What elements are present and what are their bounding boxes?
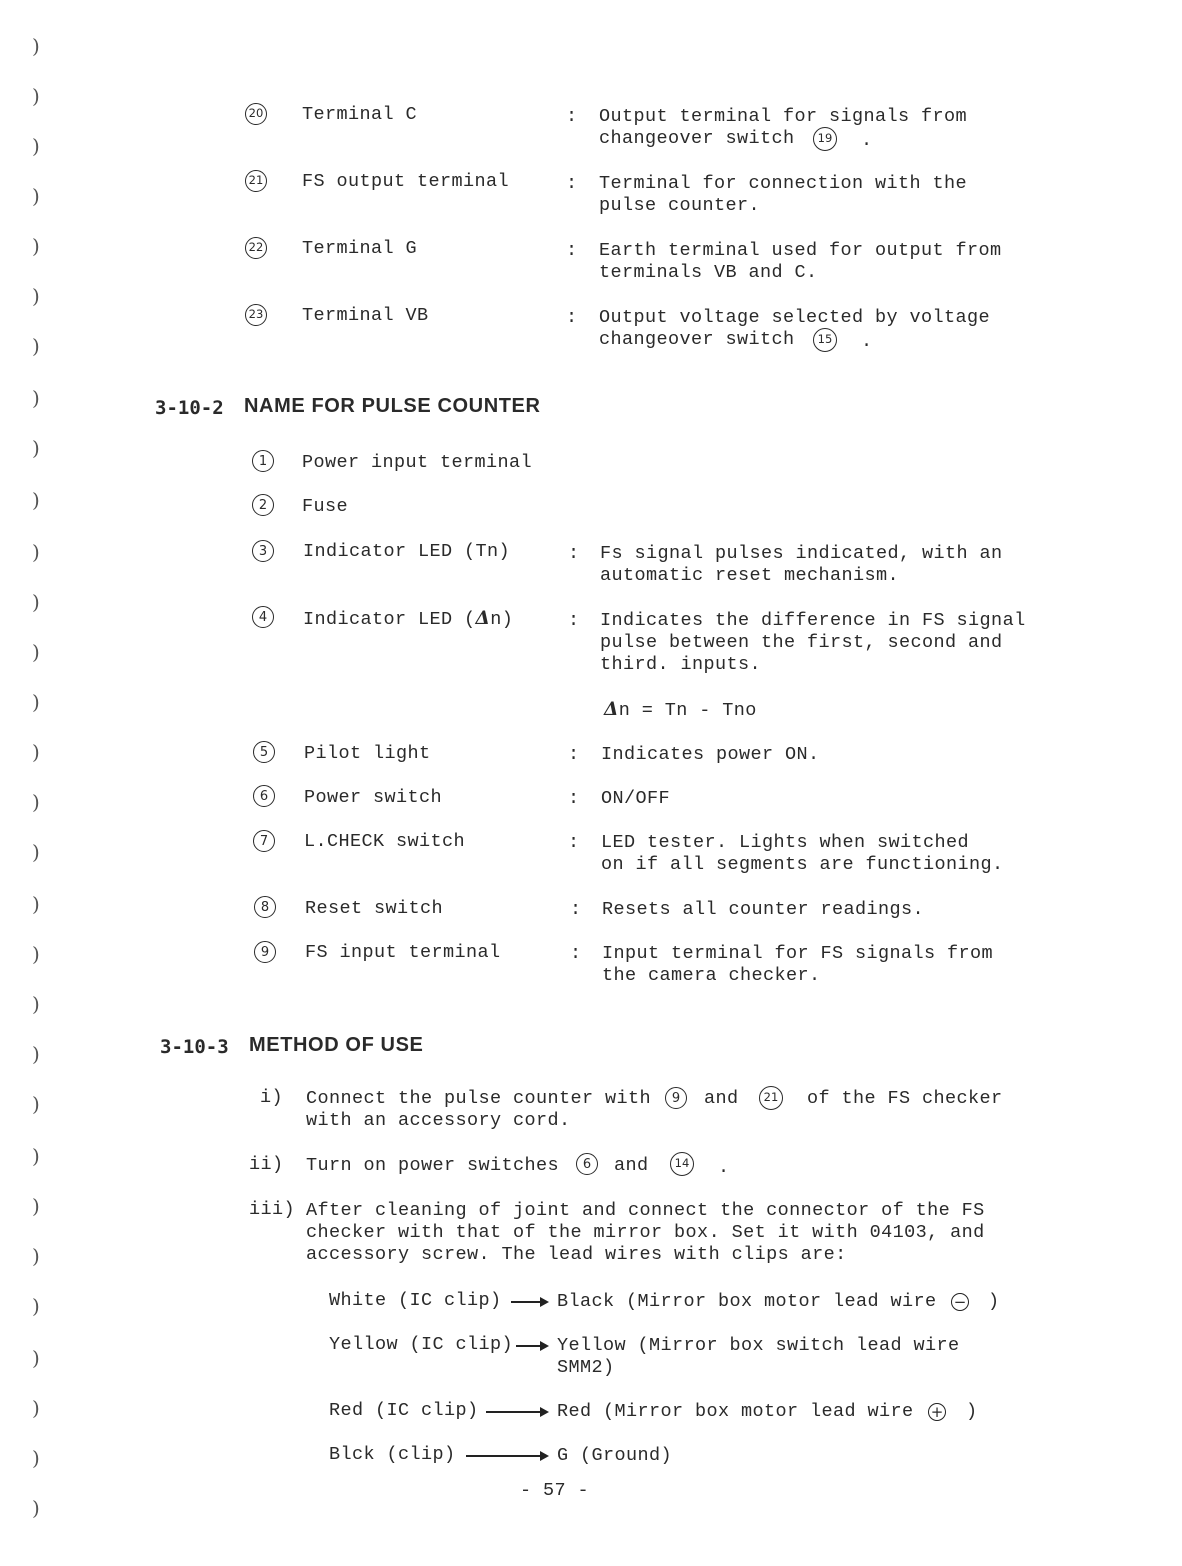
close-paren: ) [966, 1401, 978, 1422]
item-name-pre: Indicator LED ( [303, 609, 476, 630]
item-name: FS input terminal [305, 942, 501, 963]
circled-ref: 21 [759, 1086, 783, 1110]
step-text-line3: accessory screw. The lead wires with clips are: [306, 1244, 847, 1265]
circled-number: 5 [253, 741, 275, 763]
wire-to: Black (Mirror box motor lead wire [557, 1291, 937, 1312]
item-name: Power input terminal [302, 452, 533, 473]
colon: : [566, 307, 578, 328]
arrow-icon [466, 1455, 547, 1457]
item-desc-line2: the camera checker. [602, 965, 821, 986]
item-name: FS output terminal [302, 171, 510, 192]
item-name: Terminal G [302, 238, 418, 259]
step-text-line2: checker with that of the mirror box. Set it with 04103, and [306, 1222, 985, 1243]
circled-number: 3 [252, 540, 274, 562]
item-name: Terminal VB [302, 305, 429, 326]
circled-number: 20 [245, 103, 267, 125]
item-desc-line2: changeover switch [599, 128, 795, 149]
circled-ref: 15 [813, 328, 837, 352]
item-desc-line1: Indicates the difference in FS signal [600, 610, 1026, 631]
wire-from: Red (IC clip) [329, 1400, 479, 1421]
page-number: - 57 - [520, 1480, 590, 1501]
item-name: Fuse [302, 496, 349, 517]
circled-ref: 9 [665, 1087, 687, 1109]
item-desc-line2: terminals VB and C. [599, 262, 818, 283]
circled-number: 8 [254, 896, 276, 918]
step-label: ii) [249, 1154, 284, 1175]
colon: : [566, 173, 578, 194]
wire-to: G (Ground) [557, 1445, 673, 1466]
delta-symbol: Δ [604, 699, 619, 720]
period: . [861, 331, 873, 352]
wire-to-line2: SMM2) [557, 1357, 615, 1378]
colon: : [568, 832, 580, 853]
section-number: 3-10-2 [155, 397, 224, 419]
item-desc-line2: on if all segments are functioning. [601, 854, 1004, 875]
step-text-mid: and [704, 1088, 739, 1109]
section-title: NAME FOR PULSE COUNTER [244, 395, 541, 417]
circled-ref: 19 [813, 127, 837, 151]
step-label: iii) [249, 1199, 296, 1220]
item-name: Indicator LED (Tn) [303, 541, 511, 562]
item-name: Reset switch [305, 898, 444, 919]
colon: : [568, 610, 580, 631]
item-desc-line2: automatic reset mechanism. [600, 565, 900, 586]
wire-to: Yellow (Mirror box switch lead wire [557, 1335, 960, 1356]
circled-number: 7 [253, 830, 275, 852]
step-text-post: of the FS checker [807, 1088, 1003, 1109]
item-desc-line1: LED tester. Lights when switched [601, 832, 970, 853]
period: . [861, 130, 873, 151]
step-text-pre: Connect the pulse counter with [306, 1088, 652, 1109]
circled-number: 21 [245, 170, 267, 192]
colon: : [568, 744, 580, 765]
circled-number: 1 [252, 450, 274, 472]
wire-from: Yellow (IC clip) [329, 1334, 514, 1355]
period: . [718, 1157, 730, 1178]
colon: : [570, 943, 582, 964]
circled-ref: 14 [670, 1152, 694, 1176]
wire-to: Red (Mirror box motor lead wire [557, 1401, 914, 1422]
circled-number: 4 [252, 606, 274, 628]
item-name: Pilot light [304, 743, 431, 764]
colon: : [566, 240, 578, 261]
item-desc-line1: Resets all counter readings. [602, 899, 925, 920]
item-name: L.CHECK switch [304, 831, 466, 852]
step-text-line1: After cleaning of joint and connect the connector of the FS [306, 1200, 985, 1221]
step-text-pre: Turn on power switches [306, 1155, 560, 1176]
item-desc-line2: pulse between the first, second and [600, 632, 1003, 653]
item-desc-line3: third. inputs. [600, 654, 762, 675]
item-name [303, 608, 513, 631]
item-desc-line2: pulse counter. [599, 195, 761, 216]
item-name: Terminal C [302, 104, 418, 125]
item-desc-line1: Earth terminal used for output from [599, 240, 1002, 261]
plus-sign-icon: + [928, 1403, 946, 1421]
colon: : [566, 106, 578, 127]
colon: : [568, 788, 580, 809]
item-desc-line2: changeover switch [599, 329, 795, 350]
circled-number: 23 [245, 304, 267, 326]
delta-symbol: Δ [475, 608, 491, 629]
manual-page: ) ) ) ) ) ) ) ) ) ) ) ) ) ) ) ) ) ) ) ) ) ) ) ) ) ) ) ) ) ) 20 Terminal C : Output terminal for signals from changeover switch 19 . 21 FS output terminal : Terminal for connection with the pulse counter. 22 Terminal G : Earth terminal used for output from terminals VB and C. 23 Terminal VB : Output voltage selected by voltage changeover switch 15 . 3-10-2 NAME FOR PULSE COUNTER 1 Power input terminal 2 Fuse 3 Indicator LED (Tn) : Fs signal pulses indicated, with an automatic reset mechanism. 4 Indicator LED (Δn) : Indicates the difference in FS signal pulse between the first, second and third. inputs. Δn = Tn - Tno 5 Pilot light : Indicates power ON. 6 Power switch : ON/OFF 7 L.CHECK switch : LED tester. Lights when switched on if all segments are functioning. 8 Reset switch : Resets all counter readings. 9 FS input terminal : Input terminal for FS signals from the camera checker. 3-10-3 METHOD OF USE i) Connect the pulse counter with 9 and 21 of the FS checker with an accessory cord. ii) Turn on power switches 6 and 14 . iii) After cleaning of joint and connect the connector of the FS checker with that of the mirror box. Set it with 04103, and accessory screw. The lead wires with clips are: White (IC clip) Black (Mirror box motor lead wire − ) Yellow (IC clip) Yellow (Mirror box switch lead wire SMM2) Red (IC clip) Red (Mirror box motor lead wire + ) Blck (clip) G (Ground) - 57 - [32, 34, 1026, 1520]
item-name: Power switch [304, 787, 443, 808]
close-paren: ) [988, 1291, 1000, 1312]
arrow-icon [486, 1411, 547, 1413]
circled-number: 22 [245, 237, 267, 259]
step-label: i) [260, 1087, 284, 1108]
item-name-post: n) [490, 609, 514, 630]
circled-number: 6 [253, 785, 275, 807]
arrow-icon [511, 1301, 547, 1303]
item-desc-line1: Input terminal for FS signals from [602, 943, 994, 964]
circled-number: 9 [254, 941, 276, 963]
colon: : [570, 899, 582, 920]
delta-formula-text: n = Tn - Tno [618, 700, 757, 721]
step-text-mid: and [614, 1155, 649, 1176]
item-desc-line1: Fs signal pulses indicated, with an [600, 543, 1003, 564]
section-number: 3-10-3 [160, 1036, 229, 1058]
section-title: METHOD OF USE [249, 1034, 424, 1056]
item-desc-line1: Terminal for connection with the [599, 173, 968, 194]
wire-from: White (IC clip) [329, 1290, 502, 1311]
item-desc-line1: ON/OFF [601, 788, 671, 809]
circled-number: 2 [252, 494, 274, 516]
item-desc-line1: Output voltage selected by voltage [599, 307, 991, 328]
arrow-icon [516, 1345, 547, 1347]
step-text-line2: with an accessory cord. [306, 1110, 571, 1131]
item-desc-line1: Indicates power ON. [601, 744, 820, 765]
wire-from: Blck (clip) [329, 1444, 456, 1465]
minus-sign-icon: − [951, 1293, 969, 1311]
colon: : [568, 543, 580, 564]
item-desc-line1: Output terminal for signals from [599, 106, 968, 127]
circled-ref: 6 [576, 1153, 598, 1175]
delta-formula [604, 699, 757, 722]
